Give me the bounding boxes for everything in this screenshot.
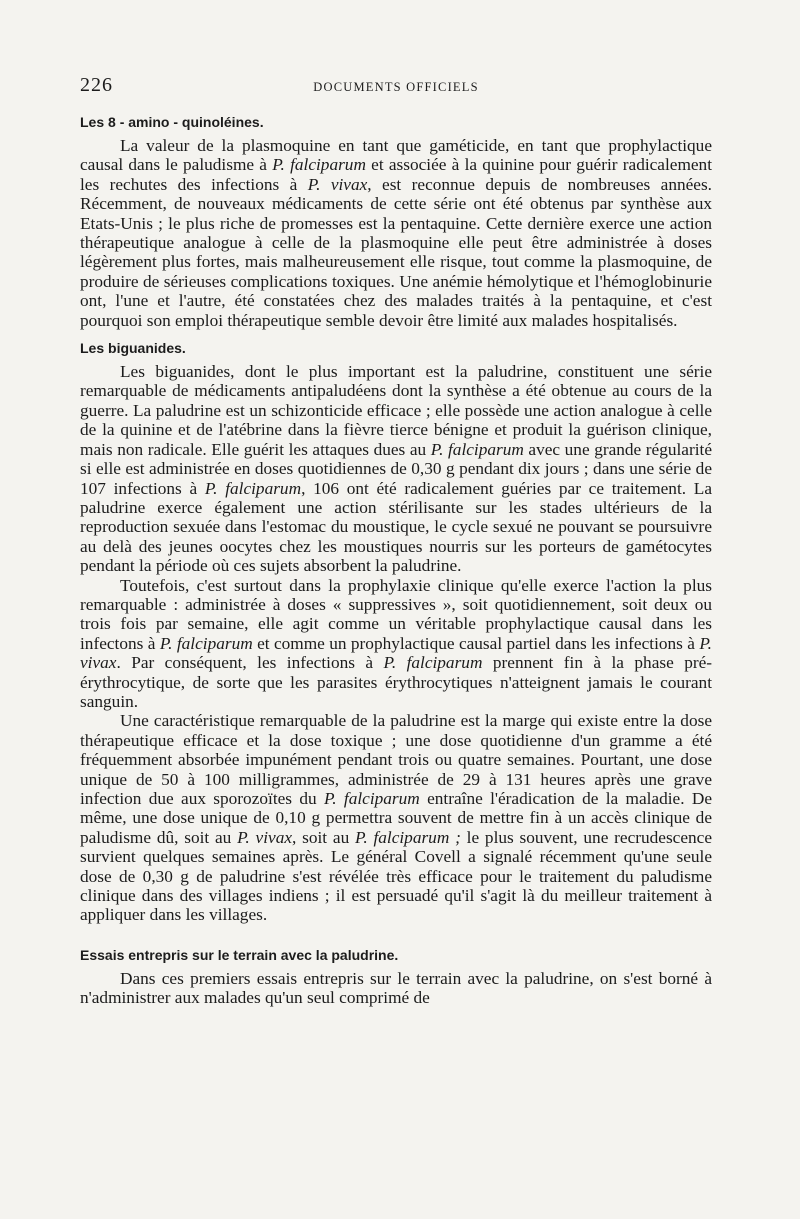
species-name: P. falciparum [204, 478, 302, 498]
text-run: , 106 ont été radicalement guéries par ce traitement. La paludrine exerce également une action stérilisante sur les stades ultérieurs de la reproduction sexuée dans l'estomac du moustique, le cycle sexué ne pouvant se poursuivre au delà des jeunes oocytes chez les moustiques nourris sur les porteurs de gamétocytes pendant la période où ces sujets absorbent la paludrine. [80, 478, 713, 576]
section-heading-amino-quinoleines: Les 8 - amino - quinoléines. [80, 114, 264, 130]
running-title: DOCUMENTS OFFICIELS [313, 80, 479, 94]
paragraph [80, 136, 712, 330]
text-run: prennent fin à la phase pré-érythrocytique, de sorte que les parasites érythrocytiques n'atteignent jamais le courant sanguin. [80, 653, 713, 711]
species-name: P. vivax [307, 174, 368, 194]
text-run: , soit au [292, 827, 356, 847]
paragraph [80, 576, 712, 712]
text-run: Une caractéristique remarquable de la paludrine est la marge qui existe entre la dose thérapeutique efficace et la dose toxique ; une dose quotidienne d'un gramme a été fréquemment absorbée impunément pendant trois ou quatre semaines. Pourtant, une dose unique de 50 à 100 milligrammes, administrée de 29 à 131 heures après une grave infection due aux sporozoïtes du [80, 711, 712, 808]
text-run: entraîne l'éradication de la maladie. De même, une dose unique de 0,10 g permettra souvent de mettre fin à un accès clinique de paludisme dû, soit au [80, 789, 713, 847]
species-name: P. vivax [80, 633, 712, 673]
section-heading-essais-paludrine: Essais entrepris sur le terrain avec la paludrine. [80, 946, 399, 963]
text-run: Toutefois, c'est surtout dans la prophylaxie clinique qu'elle exerce l'action la plus remarquable : administrée à doses « suppressives », soit quotidiennement, soit deux ou trois fois par semaine, elle agit comme un véritable prophylactique causal dans les infectons à [80, 575, 712, 653]
species-name: P. falciparum [430, 439, 524, 459]
text-run: Dans ces premiers essais entrepris sur le terrain avec la paludrine, on s'est borné à n'administrer aux malades qu'un seul comprimé de [80, 968, 712, 1008]
species-name: P. falciparum [383, 653, 483, 673]
running-head [80, 70, 712, 100]
text-run: avec une grande régularité si elle est administrée en doses quotidiennes de 0,30 g pendant dix jours ; dans une série de 107 infections à [80, 439, 713, 498]
species-name: P. falciparum ; [355, 827, 461, 847]
species-name: P. falciparum [272, 155, 366, 175]
paragraph [80, 969, 712, 1008]
text-run: . Par conséquent, les infections à [116, 653, 384, 673]
text-run: , est reconnue depuis de nombreuses années. Récemment, de nouveaux médicaments de cette série ont été obtenus par synthèse aux Etats-Unis ; le plus riche de promesses est la pentaquine. Cette dernière exerce une action thérapeutique analogue à celle de la plasmoquine elle peut être administrée à doses légèrement plus fortes, mais malheureusement elle risque, tout comme la plasmoquine, de produire de sérieuses complications toxiques. Une anémie hémolytique et l'hémoglobinurie ont, l'une et l'autre, été constatées chez des malades traités à la pentaquine, et c'est pourquoi son emploi thérapeutique semble devoir être limité aux malades hospitalisés. [80, 174, 712, 330]
page-number: 226 [80, 74, 113, 96]
paragraph [80, 362, 712, 575]
text-run: Les biguanides, dont le plus important est la paludrine, constituent une série remarquable de médicaments antipaludéens dont la synthèse a été obtenue au cours de la guerre. La paludrine est un schizonticide efficace ; elle possède une action analogue à celle de la quinine et de l'atébrine dans la fièvre tierce bénigne et produit la guérison clinique, mais non radicale. Elle guérit les attaques dues au [80, 362, 712, 459]
species-name: P. falciparum [159, 633, 253, 653]
paragraph [80, 711, 712, 924]
species-name: P. falciparum [323, 789, 420, 808]
text-run: le plus souvent, une recrudescence survient quelques semaines après. Le général Covell a signalé récemment qu'une seule dose de 0,30 g de paludrine s'est révélée très efficace pour le traitement du paludisme clinique dans des villages indiens ; il est persuadé qu'il s'agit là du meilleur traitement à appliquer dans les villages. [80, 827, 713, 925]
document-page [80, 70, 712, 1008]
text-run: et comme un prophylactique causal partiel dans les infections à [252, 633, 700, 653]
species-name: P. vivax [237, 827, 293, 847]
text-run: La valeur de la plasmoquine en tant que gaméticide, en tant que prophylactique causal dans le paludisme à [80, 136, 712, 175]
text-run: et associée à la quinine pour guérir radicalement les rechutes des infections à [80, 155, 712, 194]
section-heading-biguanides: Les biguanides. [80, 340, 186, 357]
